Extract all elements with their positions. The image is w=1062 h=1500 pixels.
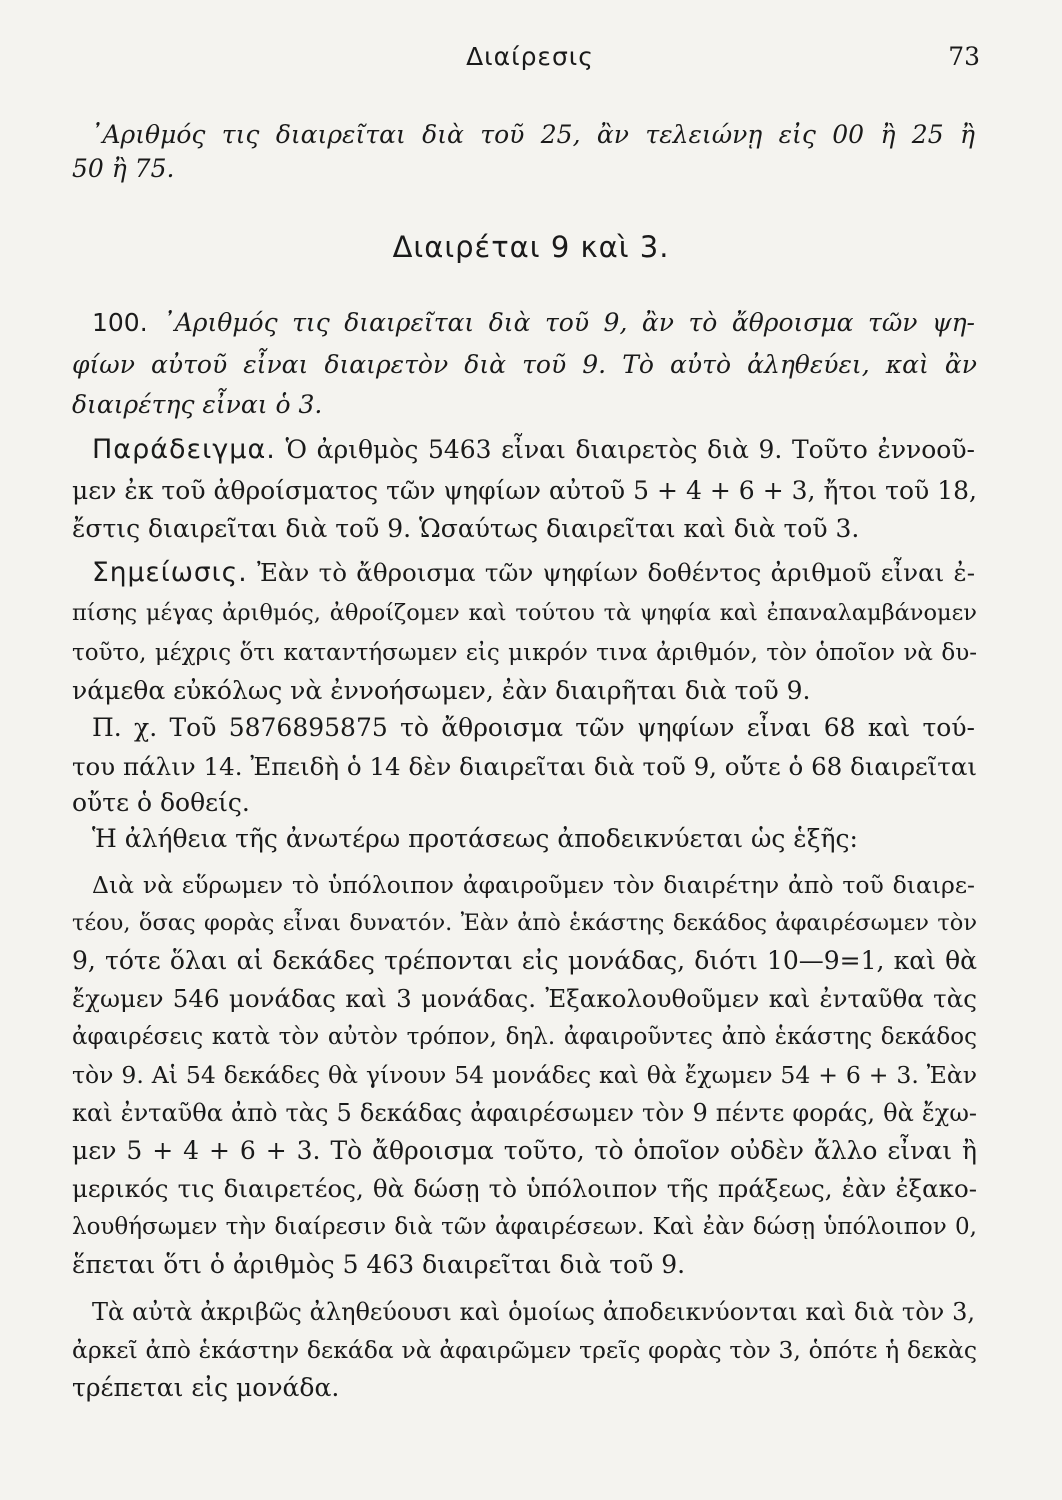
proof-line-11: ἕπεται ὅτι ὁ ἀριθμὸς 5 463 διαιρεῖται διὰ τοῦ 9. <box>72 1250 686 1279</box>
remark-line-4: νάμεθα εὐκόλως νὰ ἐννοήσωμεν, ἐὰν διαιρῆται διὰ τοῦ 9. <box>72 676 811 705</box>
proof-line-6: τὸν 9. Αἱ 54 δεκάδες θὰ γίνουν 54 μονάδες καὶ θὰ ἔχωμεν 54 + 6 + 3. Ἐὰν <box>72 1061 977 1089</box>
proof-line-5: ἀφαιρέσεις κατὰ τὸν αὐτὸν τρόπον, δηλ. ἀφαιροῦντες ἀπὸ ἑκάστης δεκάδος <box>72 1024 977 1050</box>
conclusion-line-1: Τὰ αὐτὰ ἀκριβῶς ἀληθεύουσι καὶ ὁμοίως ἀποδεικνύονται καὶ διὰ τὸν 3, <box>92 1298 975 1326</box>
example-line-2: μεν ἐκ τοῦ ἀθροίσματος τῶν ψηφίων αὐτοῦ 5 + 4 + 6 + 3, ἤτοι τοῦ 18, <box>72 476 977 505</box>
para100-line-1 <box>92 306 975 340</box>
remark-line-3: τοῦτο, μέχρις ὅτι καταντήσωμεν εἰς μικρόν τινα ἀριθμόν, τὸν ὁποῖον νὰ δυ- <box>72 640 977 666</box>
proof-line-2: τέου, ὅσας φορὰς εἶναι δυνατόν. Ἐὰν ἀπὸ ἑκάστης δεκάδος ἀφαιρέσωμεν τὸν <box>72 910 977 936</box>
para100-text-1: ᾽Αριθμός τις διαιρεῖται διὰ τοῦ 9, ἂν τὸ ἄθροισμα τῶν ψη- <box>162 308 975 337</box>
proof-line-4: ἔχωμεν 546 μονάδας καὶ 3 μονάδας. Ἐξακολουθοῦμεν καὶ ἐνταῦθα τὰς <box>72 984 977 1013</box>
proof-line-3: 9, τότε ὅλαι αἱ δεκάδες τρέπονται εἰς μονάδας, διότι 10—9=1, καὶ θὰ <box>72 946 977 975</box>
para100-number: 100. <box>92 308 148 337</box>
example-text-1: Ὁ ἀριθμὸς 5463 εἶναι διαιρετὸς διὰ 9. Τοῦτο ἐννοοῦ- <box>285 435 976 464</box>
proof-line-1: Διὰ νὰ εὕρωμεν τὸ ὑπόλοιπον ἀφαιροῦμεν τὸν διαιρέτην ἀπὸ τοῦ διαιρε- <box>92 871 975 899</box>
rule25-line-1: ᾽Αριθμός τις διαιρεῖται διὰ τοῦ 25, ἂν τελειώνῃ εἰς 00 ἢ 25 ἢ <box>90 120 975 149</box>
proof-line-7: καὶ ἐνταῦθα ἀπὸ τὰς 5 δεκάδας ἀφαιρέσωμεν τὸν 9 πέντε φοράς, θὰ ἔχω- <box>72 1099 977 1127</box>
page-header <box>80 38 980 78</box>
conclusion-line-3: τρέπεται εἰς μονάδα. <box>72 1373 340 1402</box>
proof-line-9: μερικός τις διαιρετέος, θὰ δώσῃ τὸ ὑπόλοιπον τῆς πράξεως, ἐὰν ἐξακο- <box>72 1174 977 1203</box>
proof-line-8: μεν 5 + 4 + 6 + 3. Τὸ ἄθροισμα τοῦτο, τὸ ὁποῖον οὐδὲν ἄλλο εἶναι ἢ <box>72 1136 977 1165</box>
page-number: 73 <box>948 42 980 71</box>
example2-line-2: του πάλιν 14. Ἐπειδὴ ὁ 14 δὲν διαιρεῖται διὰ τοῦ 9, οὔτε ὁ 68 διαιρεῖται <box>72 752 977 781</box>
proof-intro: Ἡ ἀλήθεια τῆς ἀνωτέρω προτάσεως ἀποδεικνύεται ὡς ἑξῆς: <box>92 824 858 853</box>
conclusion-line-2: ἀρκεῖ ἀπὸ ἑκάστην δεκάδα νὰ ἀφαιρῶμεν τρεῖς φορὰς τὸν 3, ὁπότε ἡ δεκὰς <box>72 1336 977 1364</box>
example-label: Παράδειγμα. <box>92 434 276 465</box>
rule25-line-2: 50 ἢ 75. <box>72 154 175 183</box>
para100-line-3: διαιρέτης εἶναι ὁ 3. <box>72 390 323 419</box>
example2-line-3: οὔτε ὁ δοθείς. <box>72 788 250 817</box>
remark-label: Σημείωσις. <box>92 557 248 588</box>
proof-line-10: λουθήσωμεν τὴν διαίρεσιν διὰ τῶν ἀφαιρέσεων. Καὶ ἐὰν δώσῃ ὑπόλοιπον 0, <box>72 1214 977 1240</box>
example-line-1 <box>92 433 975 467</box>
example-line-3: ἔστις διαιρεῖται διὰ τοῦ 9. Ὡσαύτως διαιρεῖται καὶ διὰ τοῦ 3. <box>72 514 860 543</box>
example2-line-1: Π. χ. Τοῦ 5876895875 τὸ ἄθροισμα τῶν ψηφίων εἶναι 68 καὶ τού- <box>92 713 975 742</box>
remark-line-1 <box>92 556 975 590</box>
remark-line-2: πίσης μέγας ἀριθμός, ἀθροίζομεν καὶ τούτου τὰ ψηφία καὶ ἐπαναλαμβάνομεν <box>72 600 977 626</box>
remark-text-1: Ἐὰν τὸ ἄθροισμα τῶν ψηφίων δοθέντος ἀριθμοῦ εἶναι ἐ- <box>256 558 975 587</box>
section-heading: Διαιρέται 9 καὶ 3. <box>392 230 670 264</box>
para100-line-2: φίων αὐτοῦ εἶναι διαιρετὸν διὰ τοῦ 9. Τὸ αὐτὸ ἀληθεύει, καὶ ἂν <box>72 350 977 379</box>
running-title: Διαίρεσις <box>466 42 594 71</box>
